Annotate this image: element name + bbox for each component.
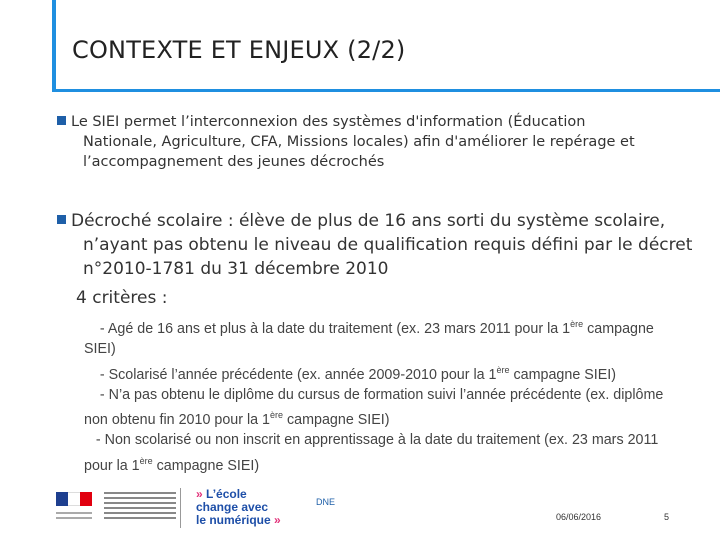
ecole-numerique-logo: » L’école change avec le numérique » <box>196 487 281 527</box>
french-flag-icon <box>56 492 92 506</box>
criteria-item: - Agé de 16 ans et plus à la date du traitement (ex. 23 mars 2011 pour la 1ère campagne SIEI) <box>84 319 654 358</box>
title-underline <box>52 89 720 92</box>
criteres-heading: 4 critères : <box>76 288 168 308</box>
title-accent-bar <box>52 0 56 92</box>
bullet-square-icon <box>57 116 66 125</box>
bullet-square-icon <box>57 215 66 224</box>
bullet-decroche <box>57 209 697 281</box>
criteria-item: - Non scolarisé ou non inscrit en apprentissage à la date du traitement (ex. 23 mars 2011 pour la 1ère campagne SIEI) <box>84 432 659 474</box>
footer-date: 06/06/2016 <box>556 512 602 522</box>
footer-dne: DNE <box>316 497 336 507</box>
bullet-siei <box>57 112 677 172</box>
chevrons-icon: » <box>196 487 203 501</box>
criteria-item: - Scolarisé l’année précédente (ex. année 2009-2010 pour la 1ère campagne SIEI) <box>99 364 617 383</box>
ministry-logo-subtext <box>56 512 92 522</box>
page-number: 5 <box>664 512 670 522</box>
bullet-siei-first-line: Le SIEI permet l’interconnexion des systèmes d'information (Éducation <box>71 114 586 130</box>
bullet-decroche-rest: n’ayant pas obtenu le niveau de qualification requis défini par le décret n°2010-1781 du 31 décembre 2010 <box>83 235 693 279</box>
criteria-list <box>84 314 684 476</box>
slide-title: CONTEXTE ET ENJEUX (2/2) <box>72 36 406 64</box>
ministry-logo <box>52 488 181 528</box>
criteria-item: - N’a pas obtenu le diplôme du cursus de formation suivi l’année précédente (ex. diplôme non obtenu fin 2010 pour la 1ère campagne SIEI) <box>84 386 664 428</box>
bullet-siei-rest: Nationale, Agriculture, CFA, Missions locales) afin d'améliorer le repérage et l’accompagnement des jeunes décrochés <box>83 134 635 170</box>
ministry-logo-text <box>104 492 176 522</box>
bullet-decroche-first-line: Décroché scolaire : élève de plus de 16 ans sorti du système scolaire, <box>71 211 666 231</box>
